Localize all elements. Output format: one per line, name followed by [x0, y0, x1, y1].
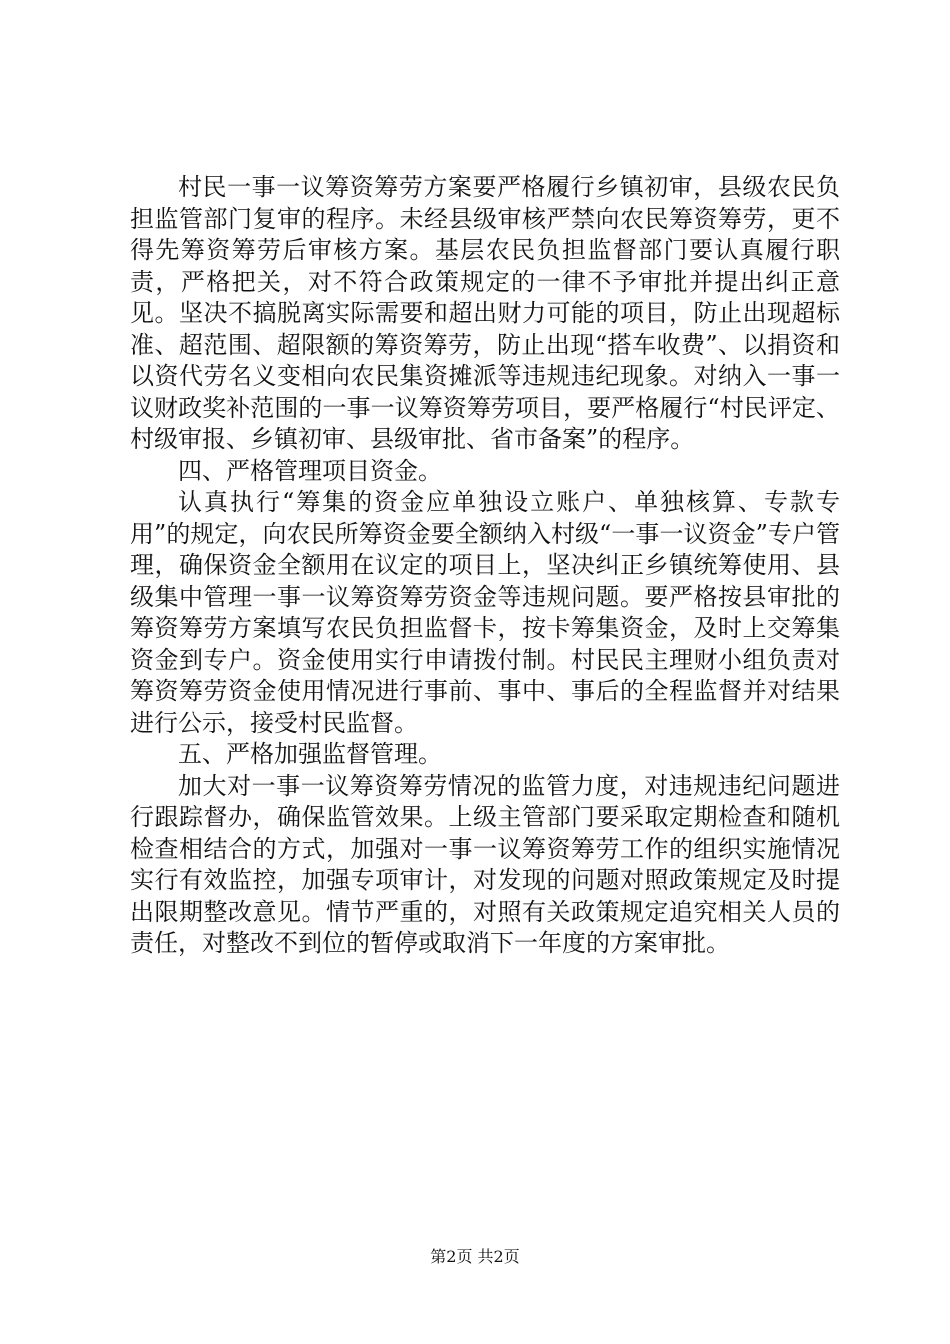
document-body	[130, 172, 840, 960]
paragraph-supervision: 加大对一事一议筹资筹劳情况的监管力度，对违规违纪问题进行跟踪督办，确保监管效果。上级主管部门要采取定期检查和随机检查相结合的方式，加强对一事一议筹资筹劳工作的组织实施情况实行有效监控，加强专项审计，对发现的问题对照政策规定及时提出限期整改意见。情节严重的，对照有关政策规定追究相关人员的责任，对整改不到位的暂停或取消下一年度的方案审批。	[130, 771, 840, 957]
heading-section-four: 四、严格管理项目资金。	[178, 456, 442, 485]
page-number-footer: 第2页 共2页	[430, 1247, 520, 1266]
heading-section-five: 五、严格加强监督管理。	[178, 740, 442, 768]
paragraph-approval-procedure: 村民一事一议筹资筹劳方案要严格履行乡镇初审，县级农民负担监管部门复审的程序。未经县级审核严禁向农民筹资筹劳，更不得先筹资筹劳后审核方案。基层农民负担监督部门要认真履行职责，严格把关，对不符合政策规定的一律不予审批并提出纠正意见。坚决不搞脱离实际需要和超出财力可能的项目，防止出现超标准、超范围、超限额的筹资筹劳，防止出现“搭车收费”、以捐资和以资代劳名义变相向农民集资摊派等违规违纪现象。对纳入一事一议财政奖补范围的一事一议筹资筹劳项目，要严格履行“村民评定、村级审报、乡镇初审、县级审批、省市备案”的程序。	[130, 173, 840, 453]
paragraph-fund-management: 认真执行“筹集的资金应单独设立账户、单独核算、专款专用”的规定，向农民所筹资金要全额纳入村级“一事一议资金”专户管理，确保资金全额用在议定的项目上，坚决纠正乡镇统筹使用、县级集中管理一事一议筹资筹劳资金等违规问题。要严格按县审批的筹资筹劳方案填写农民负担监督卡，按卡筹集资金，及时上交筹集资金到专户。资金使用实行申请拨付制。村民民主理财小组负责对筹资筹劳资金使用情况进行事前、事中、事后的全程监督并对结果进行公示，接受村民监督。	[130, 488, 840, 737]
